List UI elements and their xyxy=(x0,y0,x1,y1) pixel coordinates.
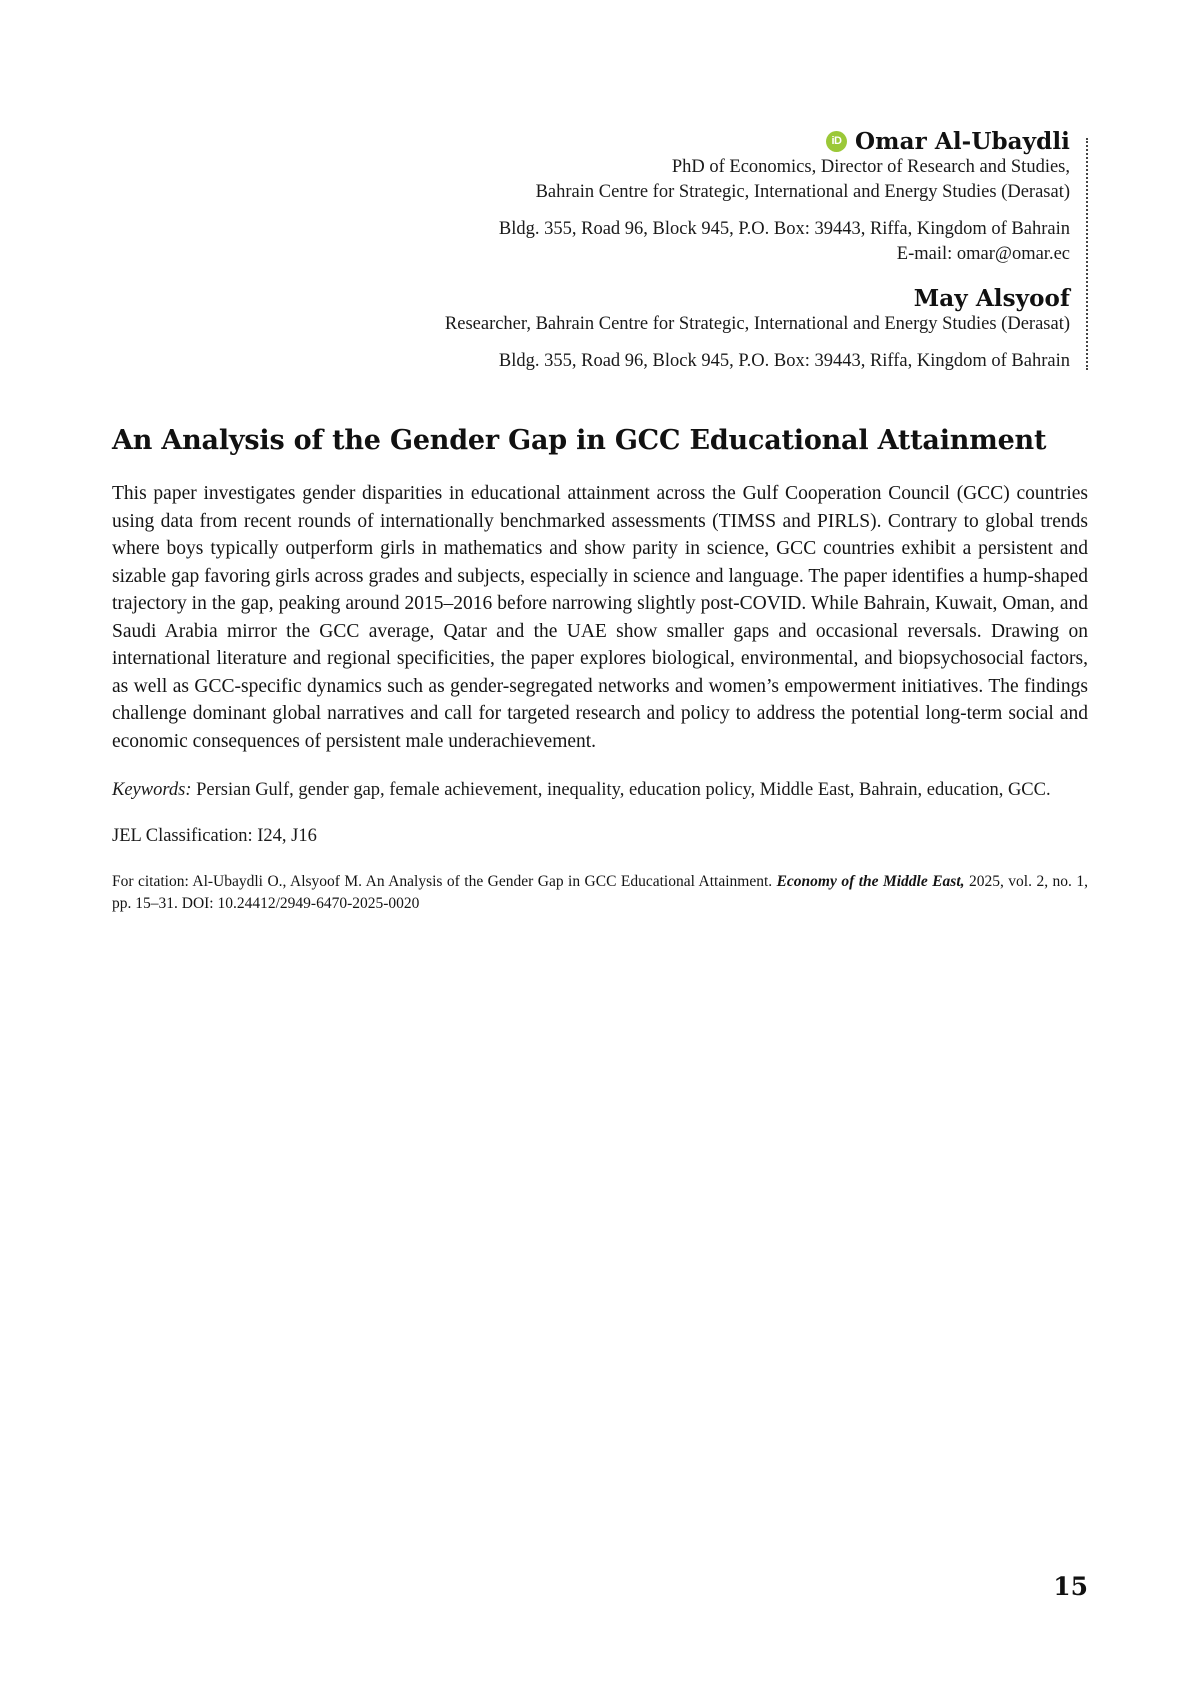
spacer xyxy=(112,205,1070,217)
authors-block xyxy=(112,128,1088,374)
author-1-address-line-1: Bldg. 355, Road 96, Block 945, P.O. Box: 39443, Riffa, Kingdom of Bahrain xyxy=(498,219,1070,239)
author-1-affiliation-line-1: PhD of Economics, Director of Research and Studies, xyxy=(671,157,1070,177)
keywords-values: Persian Gulf, gender gap, female achievement, inequality, education policy, Middle East, Bahrain, education, GCC. xyxy=(191,780,1051,800)
author-2-name-row xyxy=(112,285,1070,312)
page-title: An Analysis of the Gender Gap in GCC Educational Attainment xyxy=(112,425,1047,456)
author-1-email: E-mail: omar@omar.ec xyxy=(896,244,1070,264)
spacer xyxy=(112,267,1070,285)
author-1-affiliation-line-2: Bahrain Centre for Strategic, International and Energy Studies (Derasat) xyxy=(535,182,1070,202)
citation-suffix: 2025, vol. 2, no. 1, pp. 15–31. DOI: 10.24412/2949-6470-2025-0020 xyxy=(112,873,1088,912)
orcid-icon[interactable]: iD xyxy=(826,131,847,152)
spacer xyxy=(112,337,1070,349)
author-2-address-line-1: Bldg. 355, Road 96, Block 945, P.O. Box: 39443, Riffa, Kingdom of Bahrain xyxy=(498,351,1070,371)
keywords-line xyxy=(112,777,1088,803)
author-2-name: May Alsyoof xyxy=(913,285,1070,312)
page-number: 15 xyxy=(1053,1572,1088,1601)
author-1-name-row xyxy=(112,128,1070,155)
jel-classification: JEL Classification: I24, J16 xyxy=(112,826,317,846)
citation-journal: Economy of the Middle East, xyxy=(776,873,965,890)
keywords-label: Keywords: xyxy=(112,780,192,800)
citation-prefix: For citation: Al-Ubaydli O., Alsyoof M. An Analysis of the Gender Gap in GCC Educational Attainment. xyxy=(112,873,777,890)
author-2-affiliation-line-1: Researcher, Bahrain Centre for Strategic, International and Energy Studies (Derasat) xyxy=(444,314,1070,334)
citation-block xyxy=(112,871,1088,915)
author-1-name: Omar Al-Ubaydli xyxy=(855,128,1070,155)
abstract-text: This paper investigates gender disparities in educational attainment across the Gulf Cooperation Council (GCC) countries using data from recent rounds of internationally benchmarked assessments (TIMSS and PIRLS). Contrary to global trends where boys typically outperform girls in mathematics and show parity in science, GCC countries exhibit a persistent and sizable gap favoring girls across grades and subjects, especially in science and language. The paper identifies a hump-shaped trajectory in the gap, peaking around 2015–2016 before narrowing slightly post-COVID. While Bahrain, Kuwait, Oman, and Saudi Arabia mirror the GCC average, Qatar and the UAE show smaller gaps and occasional reversals. Drawing on international literature and regional specificities, the paper explores biological, environmental, and biopsychosocial factors, as well as GCC-specific dynamics such as gender-segregated networks and women’s empowerment initiatives. The findings challenge dominant global narratives and call for targeted research and policy to address the potential long-term social and economic consequences of persistent male underachievement. xyxy=(112,483,1088,752)
